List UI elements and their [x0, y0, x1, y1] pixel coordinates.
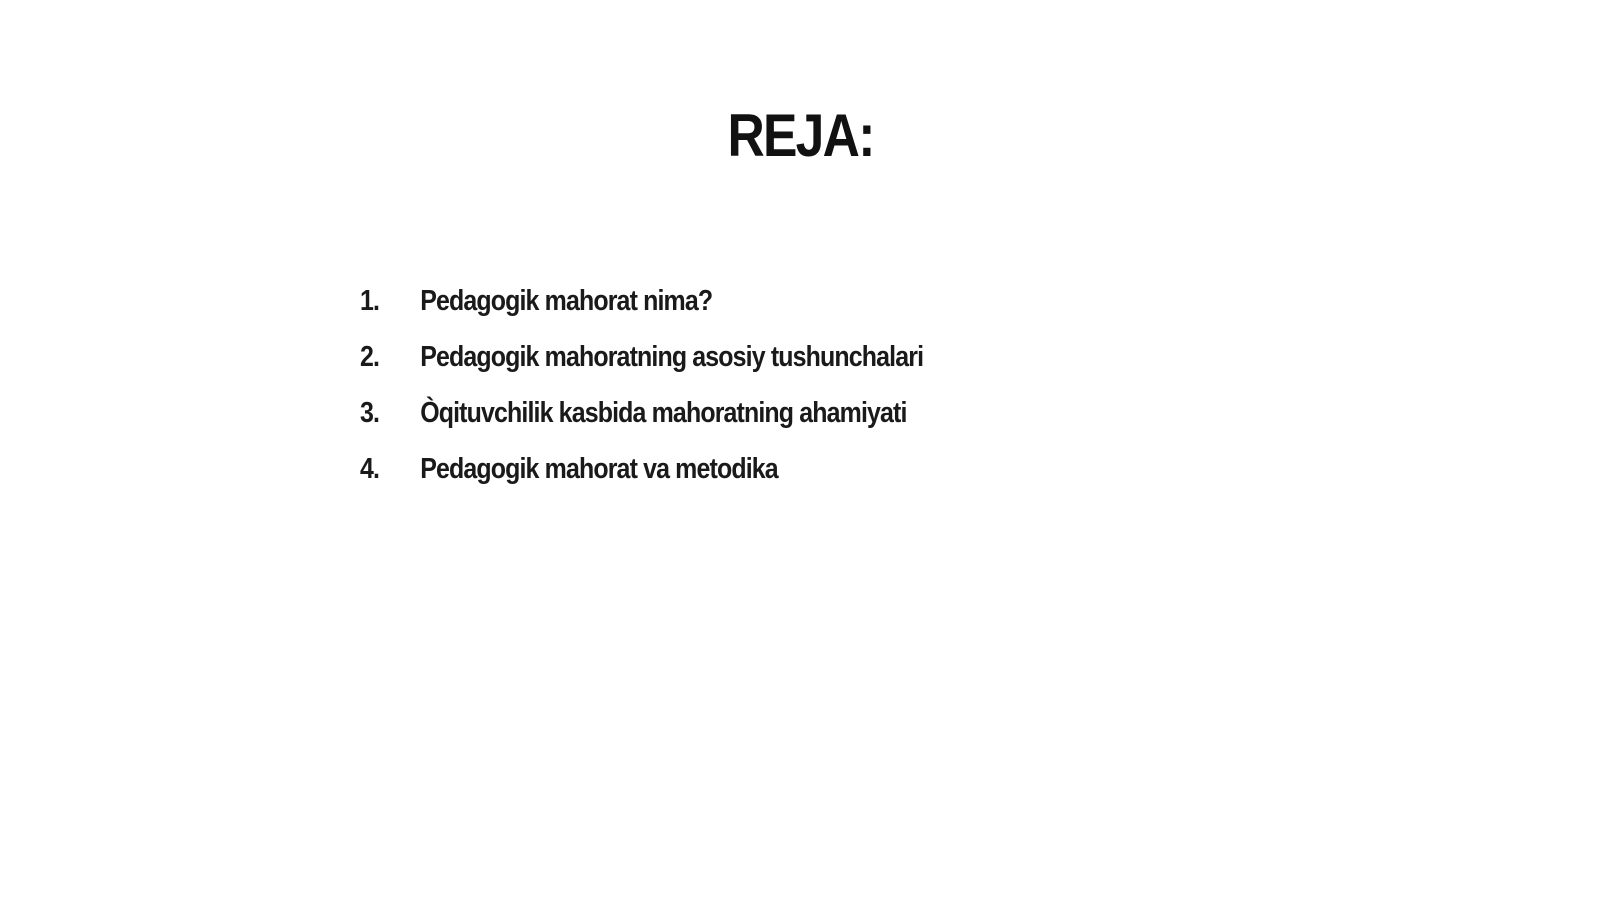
list-item — [360, 453, 923, 509]
list-item-number: 3. — [360, 397, 380, 429]
list-item-number: 1. — [360, 285, 380, 317]
list-item — [360, 397, 923, 453]
list-item-number: 2. — [360, 341, 380, 373]
list-item-number: 4. — [360, 453, 380, 485]
list-item — [360, 285, 923, 341]
list-item-text: Pedagogik mahorat va metodika — [420, 453, 778, 485]
plan-list — [360, 285, 1015, 509]
list-item-text: Pedagogik mahorat nima? — [420, 285, 713, 317]
slide-title: REJA: — [727, 102, 874, 169]
list-item-text: Òqituvchilik kasbida mahoratning ahamiyati — [420, 397, 907, 429]
list-item-text: Pedagogik mahoratning asosiy tushunchalari — [420, 341, 924, 373]
list-item — [360, 341, 923, 397]
